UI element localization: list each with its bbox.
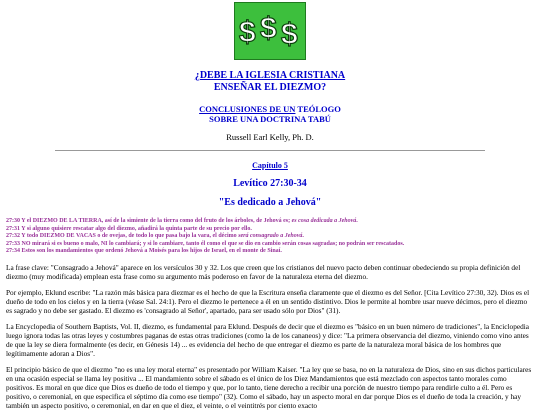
page-title-link[interactable]: ¿DEBE LA IGLESIA CRISTIANA xyxy=(194,70,346,81)
conclusions-link[interactable]: CONCLUSIONES DE UN xyxy=(199,104,296,114)
scripture-quote xyxy=(6,218,534,256)
quote-line: 27:34 Estos son los mandamientos que ordenó Jehová a Moisés para los hijos de Israel, en el monte de Sinaí. xyxy=(6,248,282,254)
body-paragraph: La Encyclopedia of Southern Baptists, Vol. II, diezmo, es fundamental para Eklund. Después de decir que el diezmo es "básico en un buen número de tradiciones", la Enciclopedia luego ignora todas las otras leyes y costumbres paganas de estas otras tradiciones (como la de los cananeos) y dice: "La primera observancia del diezmo, viniendo como vino antes de que la ley se diera formalmente (es decir, en Génesis 14) ... es evidencia del hecho de que entregar el diezmo es parte de la naturaleza moral básica de los hombres que legítimamente adoran a Dios". xyxy=(6,321,529,358)
divider xyxy=(55,150,485,151)
page-subtitle: ENSEÑAR EL DIEZMO? xyxy=(213,82,327,93)
conclusions-line2: SOBRE UNA DOCTRINA TABÚ xyxy=(209,114,331,124)
quote-line: 27:33 NO mirará si es bueno o malo, NI lo cambiará; y si lo cambiare, tanto él como el que se dio en cambio serán cosas sagradas; no podrán ser rescatados. xyxy=(6,240,405,247)
dollar-logo-image xyxy=(234,2,306,60)
body-paragraph: Por ejemplo, Eklund escribe: "La razón más básica para diezmar es el hecho de que la Escritura enseña claramente que el diezmo es del Señor. [Cita Levítico 27:30, 32). Dios es el dueño de todo en los cielos y en la tierra (véase Sal. 24:1). Pero el diezmo le pertenece a él en un sentido distintivo. Dios le permite al hombre usar nueve décimos, pero el diezmo es sagrado y no debe ser gastado. El diezmo es 'consagrado al Señor', apartado, para ser usado sólo por Dios" (31). xyxy=(6,287,530,315)
body-paragraph: El principio básico de que el diezmo "no es una ley moral eterna" es presentado por William Kaiser. "La ley que se basa, no en la naturaleza de Dios, sino en sus dichos particulares en una ocasión especial se llama ley positiva ... El mandamiento sobre el sábado es el único de los Diez Mandamientos que está mezclado con aspectos tanto morales como positivos. Es moral en que dice que Dios es dueño de todo el tiempo y que, por lo tanto, tiene derecho a recibir una porción de nuestro tiempo para rendirle culto a él. Pero es positivo, o ceremonial, en que especifica el séptimo día como ese tiempo" (32). Como el sábado, hay un aspecto moral en dar porque Dios es el dueño de toda la creación, y hay también un aspecto positivo, o ceremonial, en dar en que el diez, el veinte, o el veintitrés por ciento exacto xyxy=(6,364,532,410)
author-name: Russell Earl Kelly, Ph. D. xyxy=(226,132,314,142)
dollar-sign-1: $ xyxy=(239,16,256,49)
verse-reference: Levítico 27:30-34 xyxy=(233,178,307,189)
conclusions-rest: TEÓLOGO xyxy=(295,104,341,114)
verse-title: "Es dedicado a Jehová" xyxy=(218,197,322,208)
quote-line: 27:32 Y todo DIEZMO DE VACAS o de ovejas, de todo lo que pasa bajo la vara, el décimo será consagrado a Jehová. xyxy=(6,233,304,239)
quote-line: 27:31 Y si alguno quisiere rescatar algo del diezmo, añadirá la quinta parte de su precio por ello. xyxy=(6,225,252,232)
body-paragraph: La frase clave: "Consagrado a Jehová" aparece en los versículos 30 y 32. Los que creen que los cristianos del nuevo pacto deben continuar obedeciendo su propia definición del diezmo (muy modificada) emplean esta frase como su argumento más poderoso en favor de la naturaleza eterna del diezmo. xyxy=(6,262,521,281)
dollar-sign-3: $ xyxy=(281,18,298,51)
page-content xyxy=(0,2,540,410)
dollar-sign-2: $ xyxy=(260,12,277,45)
dollar-signs-icon xyxy=(237,6,303,56)
quote-line: 27:30 Y el DIEZMO DE LA TIERRA, así de la simiente de la tierra como del fruto de los árboles, de Jehová es; es cosa dedicada a Jehová. xyxy=(6,218,358,224)
conclusions-heading xyxy=(6,104,534,124)
chapter-link[interactable]: Capítulo 5 xyxy=(252,161,288,170)
